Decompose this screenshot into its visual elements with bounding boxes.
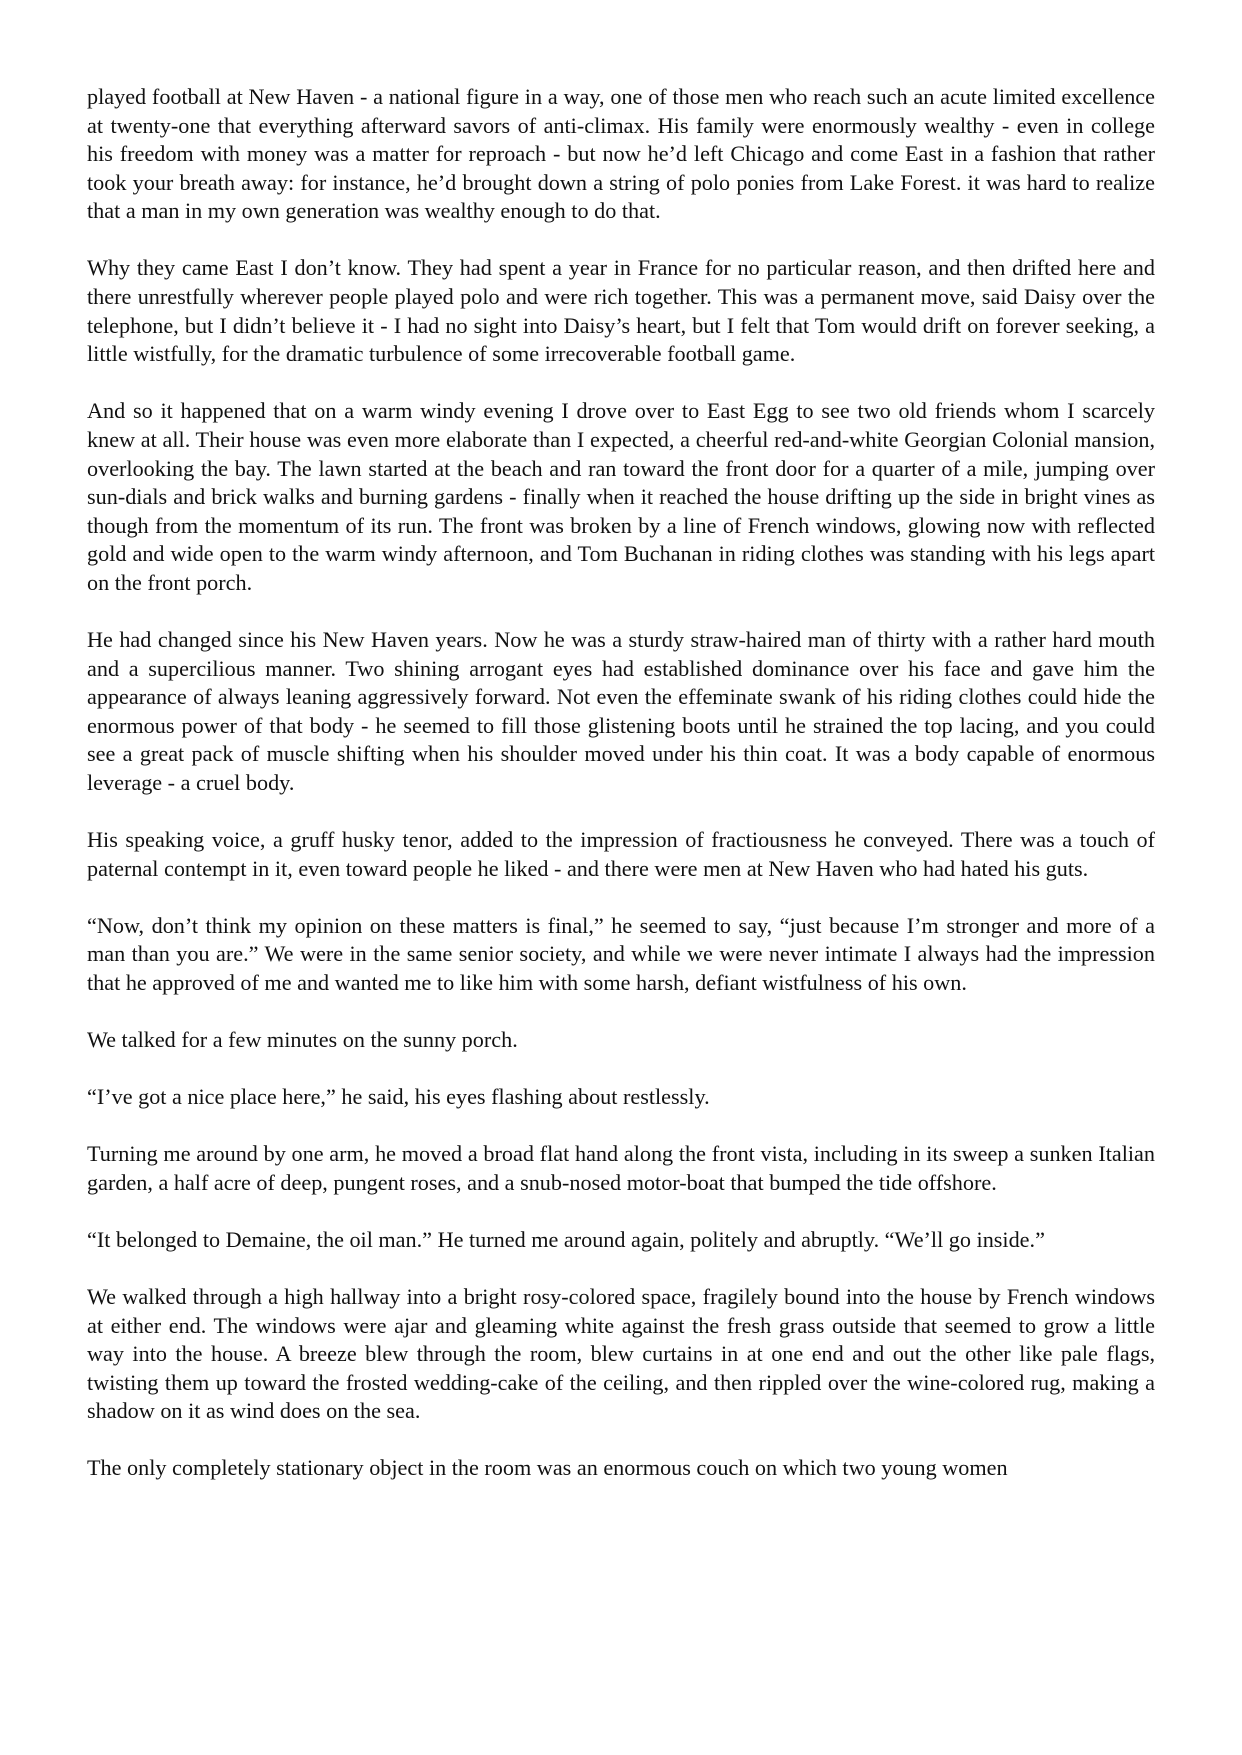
document-page [87, 83, 1155, 1483]
paragraph-5: His speaking voice, a gruff husky tenor, added to the impression of fractiousness he conveyed. There was a touch of paternal contempt in it, even toward people he liked - and there were men at New Haven who had hated his guts. [87, 827, 1155, 881]
paragraph-1: played football at New Haven - a national figure in a way, one of those men who reach such an acute limited excellence at twenty-one that everything afterward savors of anti-climax. His family were enormously wealthy - even in college his freedom with money was a matter for reproach - but now he’d left Chicago and come East in a fashion that rather took your breath away: for instance, he’d brought down a string of polo ponies from Lake Forest. it was hard to realize that a man in my own generation was wealthy enough to do that. [87, 84, 1155, 224]
paragraph-9: Turning me around by one arm, he moved a broad flat hand along the front vista, including in its sweep a sunken Italian garden, a half acre of deep, pungent roses, and a snub-nosed motor-boat that bumped the tide offshore. [87, 1141, 1155, 1195]
paragraph-6: “Now, don’t think my opinion on these matters is final,” he seemed to say, “just because I’m stronger and more of a man than you are.” We were in the same senior society, and while we were never intimate I always had the impression that he approved of me and wanted me to like him with some harsh, defiant wistfulness of his own. [87, 912, 1155, 995]
paragraph-3: And so it happened that on a warm windy evening I drove over to East Egg to see two old friends whom I scarcely knew at all. Their house was even more elaborate than I expected, a cheerful red-and-white Georgian Colonial mansion, overlooking the bay. The lawn started at the beach and ran toward the front door for a quarter of a mile, jumping over sun-dials and brick walks and burning gardens - finally when it reached the house drifting up the side in bright vines as though from the momentum of its run. The front was broken by a line of French windows, glowing now with reflected gold and wide open to the warm windy afternoon, and Tom Buchanan in riding clothes was standing with his legs apart on the front porch. [87, 398, 1155, 595]
paragraph-11: We walked through a high hallway into a bright rosy-colored space, fragilely bound into the house by French windows at either end. The windows were ajar and gleaming white against the fresh grass outside that seemed to grow a little way into the house. A breeze blew through the room, blew curtains in at one end and out the other like pale flags, twisting them up toward the frosted wedding-cake of the ceiling, and then rippled over the wine-colored rug, making a shadow on it as wind does on the sea. [87, 1284, 1155, 1424]
paragraph-10: “It belonged to Demaine, the oil man.” He turned me around again, politely and abruptly. “We’ll go inside.” [87, 1226, 1045, 1252]
paragraph-2: Why they came East I don’t know. They had spent a year in France for no particular reason, and then drifted here and there unrestfully wherever people played polo and were rich together. This was a permanent move, said Daisy over the telephone, but I didn’t believe it - I had no sight into Daisy’s heart, but I felt that Tom would drift on forever seeking, a little wistfully, for the dramatic turbulence of some irrecoverable football game. [87, 255, 1155, 367]
paragraph-8: “I’ve got a nice place here,” he said, his eyes flashing about restlessly. [87, 1084, 710, 1110]
paragraph-7: We talked for a few minutes on the sunny porch. [87, 1027, 518, 1053]
paragraph-12: The only completely stationary object in the room was an enormous couch on which two young women [87, 1455, 1008, 1481]
paragraph-4: He had changed since his New Haven years. Now he was a sturdy straw-haired man of thirty with a rather hard mouth and a supercilious manner. Two shining arrogant eyes had established dominance over his face and gave him the appearance of always leaning aggressively forward. Not even the effeminate swank of his riding clothes could hide the enormous power of that body - he seemed to fill those glistening boots until he strained the top lacing, and you could see a great pack of muscle shifting when his shoulder moved under his thin coat. It was a body capable of enormous leverage - a cruel body. [87, 627, 1155, 795]
